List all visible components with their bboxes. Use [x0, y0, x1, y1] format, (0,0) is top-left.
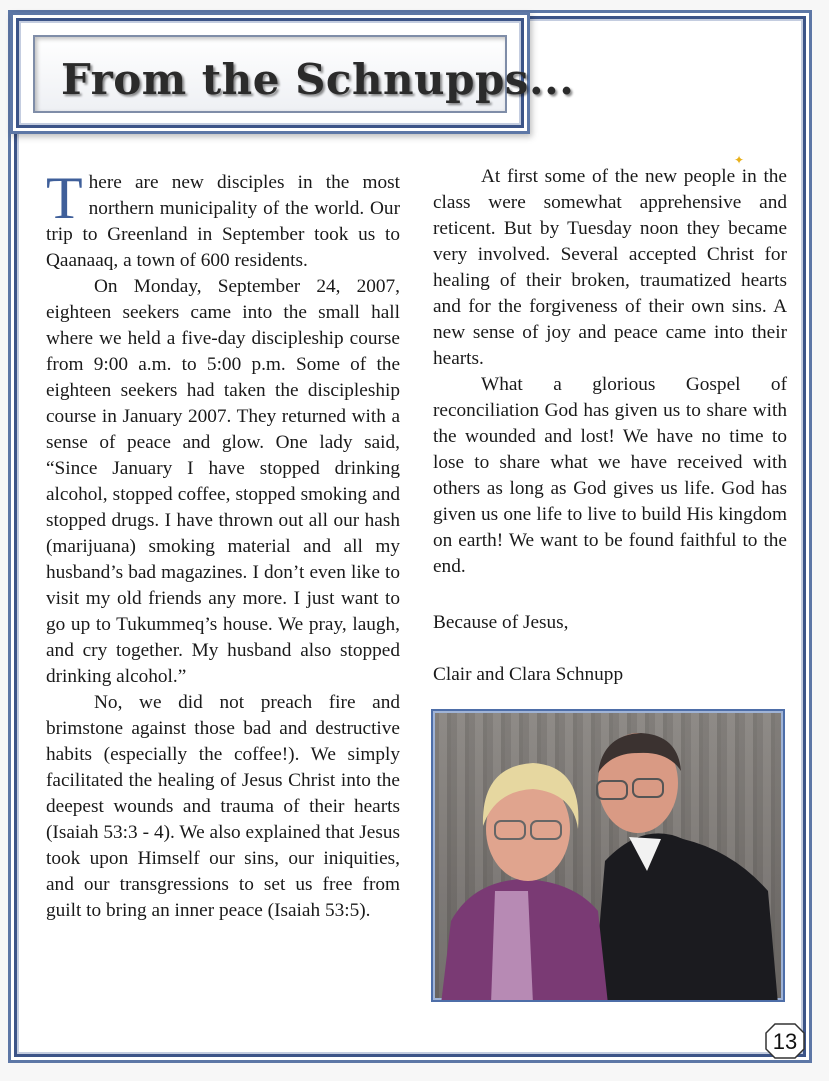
paragraph: At first some of the new people in the class were somewhat apprehensive and reticent. But by Tuesday noon they became very involved. Several accepted Christ for healing of their broken, traumatized hearts and for the forgiveness of their own sins. A new sense of joy and peace came into their hearts.	[433, 166, 787, 369]
page-number-badge	[765, 1023, 805, 1059]
article-right-column	[433, 164, 787, 580]
title-box	[10, 12, 575, 134]
paragraph: No, we did not preach fire and brimstone against those bad and destructive habits (especially the coffee!). We simply facilitated the healing of Jesus Christ into the deepest wounds and trauma of their hearts (Isaiah 53:3 - 4). We also explained that Jesus took upon Himself our sins, our iniquities, and our transgressions to set us free from guilt to bring an inner peace (Isaiah 53:5).	[46, 692, 400, 921]
article-left-column	[46, 165, 400, 924]
drop-cap: T	[46, 165, 83, 231]
paragraph: What a glorious Gospel of reconciliation God has given us to share with the wounded and lost! We have no time to lose to share what we have received with others as long as God gives us life. God has given us one life to live to build His kingdom on earth! We want to be found faithful to the end.	[433, 374, 787, 577]
paragraph: There are new disciples in the most northern municipality of the world. Our trip to Greenland in September took us to Qaanaaq, a town of 600 residents.	[46, 165, 400, 271]
page-number: 13	[772, 1029, 798, 1054]
signature-line: Clair and Clara Schnupp	[433, 664, 624, 685]
sparkle-icon: ✦	[734, 153, 745, 167]
title-plaque	[33, 35, 575, 113]
paragraph: On Monday, September 24, 2007, eighteen seekers came into the small hall where we held a five-day discipleship course from 9:00 a.m. to 5:00 p.m. Some of the eighteen seekers had taken the discipleship course in January 2007. They returned with a sense of peace and glow. One lady said, “Since January I have stopped drinking alcohol, stopped coffee, stopped smoking and stopped drugs. I have thrown out all our hash (marijuana) smoking material and all my husband’s bad magazines. I don’t even like to visit my old friends any more. I just want to go up to Tukummeq’s house. We pray, laugh, and cry together. My husband also stopped drinking alcohol.”	[46, 276, 400, 687]
couple-photo	[431, 709, 785, 1002]
closing-line: Because of Jesus,	[433, 612, 569, 633]
page-title: From the Schnupps...	[61, 55, 575, 104]
